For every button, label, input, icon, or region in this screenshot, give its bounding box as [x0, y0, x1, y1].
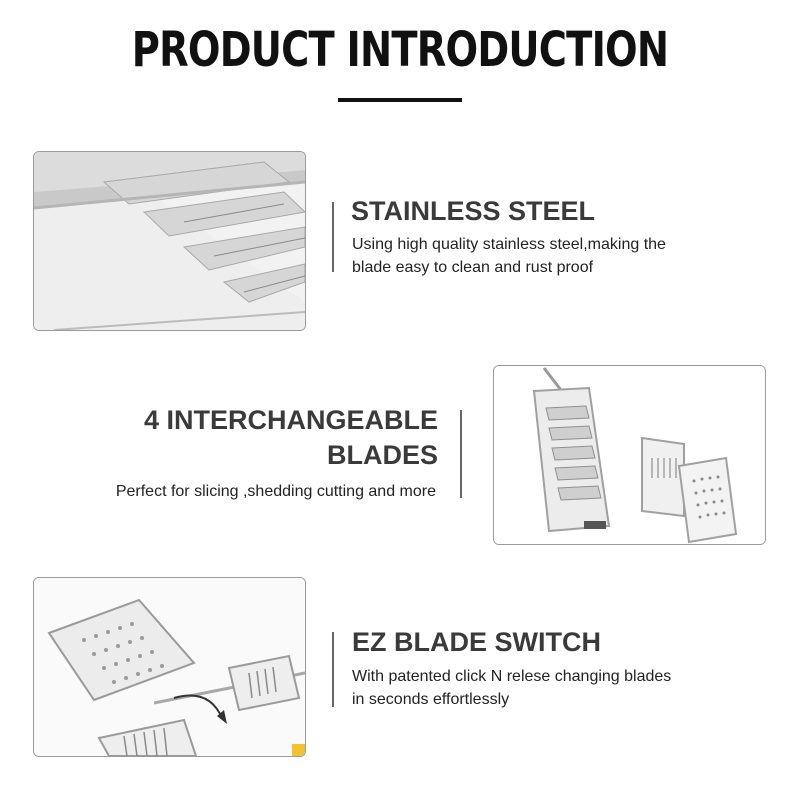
- feature-heading-stainless-steel: STAINLESS STEEL: [351, 196, 596, 226]
- feature-desc-line: With patented click N relese changing blades: [352, 668, 672, 685]
- feature-desc-line: blade easy to clean and rust proof: [352, 259, 594, 276]
- feature-desc-line: Perfect for slicing ,shedding cutting and more: [115, 483, 436, 500]
- stainless-steel-photo: [33, 151, 306, 331]
- feature-heading-interchangeable-blades: BLADES: [326, 440, 438, 470]
- divider-line: [332, 632, 334, 707]
- divider-line: [332, 202, 334, 272]
- feature-desc-line: Using high quality stainless steel,making the: [352, 236, 666, 253]
- title-underline: [338, 98, 462, 102]
- blade-switch-photo: [33, 577, 306, 757]
- interchangeable-blades-photo: [493, 365, 766, 545]
- feature-desc-line: in seconds effortlessly: [352, 691, 510, 708]
- feature-heading-interchangeable-blades: 4 INTERCHANGEABLE: [143, 405, 438, 435]
- divider-line: [460, 410, 462, 498]
- page-title: PRODUCT INTRODUCTION: [131, 22, 669, 78]
- feature-heading-ez-blade-switch: EZ BLADE SWITCH: [352, 627, 601, 657]
